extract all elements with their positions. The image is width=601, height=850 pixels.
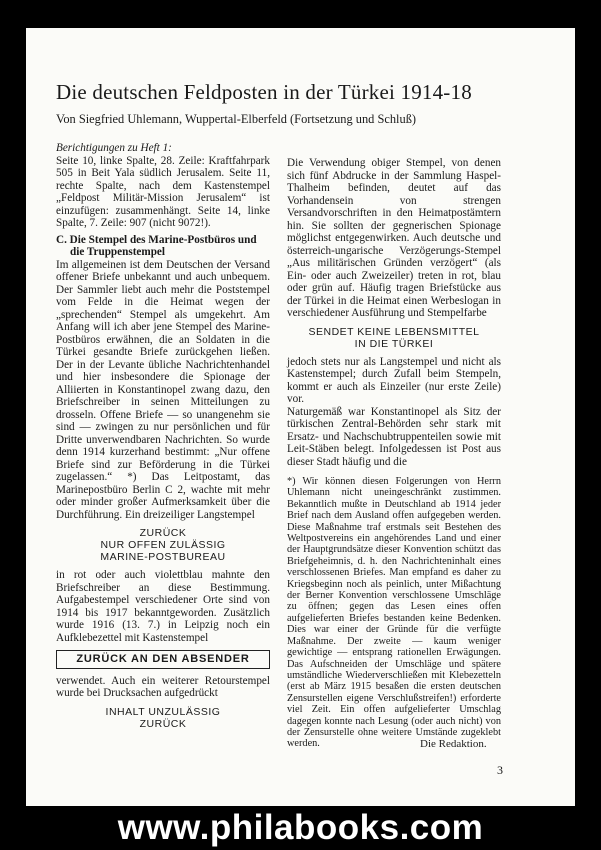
right-paragraph-3: Naturgemäß war Konstantinopel als Sitz der türkischen Zentral-Behörden sehr stark mit Ersatz- und Nachschubtruppenteilen sowie mit Leit-Stäben belegt. Infolgedessen ist Post aus dieser Stadt häufig und die bbox=[287, 405, 501, 468]
watermark-url: www.philabooks.com bbox=[117, 808, 484, 847]
stamp-line: ZURÜCK bbox=[139, 717, 187, 730]
stamp-line: IN DIE TÜRKEI bbox=[354, 337, 434, 350]
stamp-zurueck-nur-offen bbox=[56, 527, 270, 563]
stamp-line: INHALT UNZULÄSSIG bbox=[105, 705, 221, 718]
stamp-sendet-keine-lebensmittel bbox=[287, 326, 501, 350]
stamp-line: NUR OFFEN ZULÄSSIG bbox=[100, 539, 226, 551]
left-paragraph-2: in rot oder auch violettblau mahnte den Briefschreiber an diese Bestimmung. Aufgabestempel verschiedener Orte sind von 1914 bis 1917 bekanntgeworden. Zusätzlich wurde 1916 (13. 7.) in Leipzig noch ein Aufklebezettel mit Kastenstempel bbox=[56, 569, 270, 644]
corrections-heading: Berichtigungen zu Heft 1: bbox=[56, 142, 172, 154]
stamp-inhalt-unzulaessig bbox=[56, 706, 270, 730]
stamp-line: MARINE-POSTBUREAU bbox=[100, 551, 226, 563]
right-paragraph-1: Die Verwendung obiger Stempel, von denen sich fünf Abdrucke in der Sammlung Haspel-Thalheim befinden, deutet auf das Vorhandensein von strengen Versandvorschriften in den Heimatpostämtern hin. Sie sollten der gegnerischen Spionage möglichst entgegenwirken. Auch deutsche und österreich-ungarische Verzögerungs-Stempel „Aus militärischen Gründen verzögert“ (als Ein- oder auch Zweizeiler) treten in rot, blau oder grün auf. Häufig tragen Briefstücke aus der Türkei in die Heimat einen Werbeslogan in verschiedener Ausführung und Stempelfarbe bbox=[287, 157, 501, 319]
box-stamp-zurueck-an-den-absender: ZURÜCK AN DEN ABSENDER bbox=[56, 650, 270, 669]
left-column bbox=[56, 142, 270, 736]
right-column bbox=[287, 157, 501, 468]
article-byline: Von Siegfried Uhlemann, Wuppertal-Elberfeld (Fortsetzung und Schluß) bbox=[56, 112, 417, 126]
stamp-line: SENDET KEINE LEBENSMITTEL bbox=[308, 325, 480, 338]
page-number: 3 bbox=[497, 763, 503, 777]
section-heading: C. Die Stempel des Marine-Postbüros und die Truppenstempel bbox=[56, 233, 257, 258]
left-paragraph-3: verwendet. Auch ein weiterer Retourstempel wurde bei Drucksachen aufgedrückt bbox=[56, 674, 270, 699]
right-paragraph-2: jedoch stets nur als Langstempel und nicht als Kastenstempel; durch Zufall beim Stempeln, kommt er auch als Einzeiler (nur erste Zeile) vor. bbox=[287, 355, 501, 405]
footnote: *) Wir können diesen Folgerungen von Herrn Uhlemann nicht uneingeschränkt zustimmen. Bekanntlich mußte in Deutschland ab 1914 jeder Brief nach dem Ausland offen aufgegeben werden. Diese Maßnahme traf erstmals seit Bestehen des Weltpostvereins ein angehörendes Land und einer der Hauptgrundsätze dieser Konvention schützt das Briefgeheimnis, d. h. den Nachrichteninhalt eines verschlossenen Briefes. Man empfand es daher zu Kriegsbeginn noch als peinlich, unter Mißachtung der Berner Konvention verschlossene Umschläge zu öffnen; gegen das Lesen eines offen aufgelieferten Briefes bestanden keine Bedenken. Dies war einer der Gründe für die verfügte Maßnahme. Der zweite — kaum weniger gewichtige — entsprang rationellen Erwägungen. Das Aufschneiden der Umschläge und spätere umständliche Wiederverschließen mit Klebezetteln (erst ab März 1915 besaßen die ersten deutschen Zensurstellen eigene Verschlußstreifen!) erforderte viel Zeit. Ein offen aufgelieferter Umschlag dagegen konnte nach Lesung (oder auch nicht) von der Zensurstelle ohne weitere Umstände zugeklebt werden. bbox=[287, 476, 501, 750]
left-paragraph-1: Im allgemeinen ist dem Deutschen der Versand offener Briefe unbekannt und auch unbequem. Der Sammler liebt auch mehr die Poststempel vom Felde in die Heimat wegen der „sprechenden“ Stempel als umgekehrt. Am Anfang will ich aber jene Stempel des Marine-Postbüros erwähnen, die an Soldaten in die Türkei gesandte Briefe zurückgehen ließen. Der in der Levante übliche Nachrichtenhandel und hier insbesondere die Spionage der Alliierten in Konstantinopel zwang dazu, den Briefschreiber in seinen Mitteilungen zu drosseln. Offene Briefe — so unangenehm sie sind — zwingen zu nur persönlichen und für Dritte unverwendbaren Nachrichten. So wurde denn 1914 kurzerhand bestimmt: „Nur offene Briefe sind zur Beförderung in die Türkei zugelassen.“ *) Das Leitpostamt, das Marinepostbüro Berlin C 2, wachte mit mehr oder minder großer Aufmerksamkeit über die Durchführung. Ein dreizeiliger Langstempel bbox=[56, 258, 270, 521]
stamp-line: ZURÜCK bbox=[139, 527, 187, 539]
corrections-text: Seite 10, linke Spalte, 28. Zeile: Kraftfahrpark 505 in Beit Yala südlich Jerusalem. Seite 11, rechte Spalte, nach dem Kastenstempel „Feldpost Militär-Mission Jerusalem“ ist einzufügen: zusammenhängt. Seite 14, linke Spalte, 7. Zeile: 907 (nicht 9072!). bbox=[56, 154, 270, 229]
editor-signature: Die Redaktion. bbox=[420, 738, 487, 750]
article-title: Die deutschen Feldposten in der Türkei 1914-18 bbox=[56, 80, 472, 104]
